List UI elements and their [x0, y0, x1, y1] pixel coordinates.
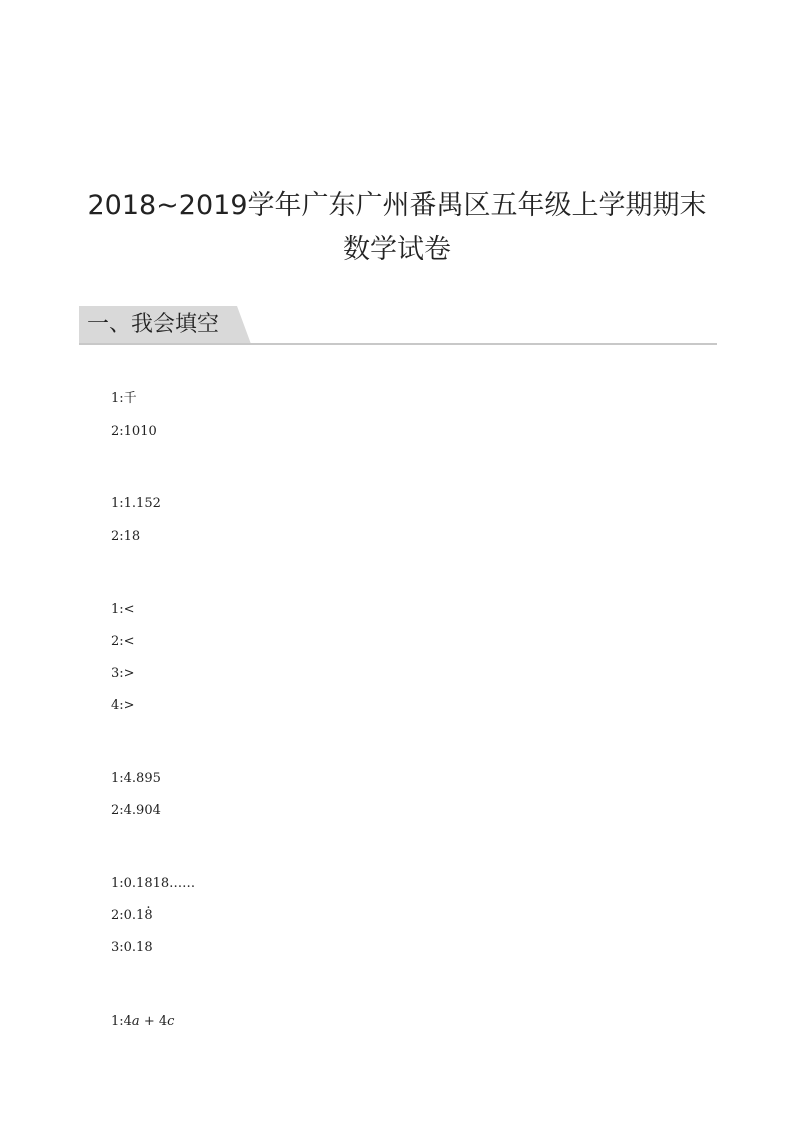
answer-text: 2:0.1 — [111, 908, 145, 923]
answer-line: 3:0.18 — [111, 940, 153, 955]
answer-line: 2:< — [111, 634, 135, 649]
answer-line: 2:1010 — [111, 424, 157, 439]
answer-line: 1:< — [111, 602, 135, 617]
answer-line-expression — [111, 1013, 174, 1031]
answer-line: 1:千 — [111, 391, 137, 406]
answer-line: 2:4.904 — [111, 803, 161, 818]
section-header — [79, 306, 717, 346]
answer-text: 1:4 — [111, 1014, 132, 1029]
answer-line: 2:18 — [111, 529, 141, 544]
answer-line: 1:1.152 — [111, 496, 161, 511]
title-line-2: 数学试卷 — [343, 234, 451, 265]
repeating-digit: . 8 — [144, 907, 152, 925]
answer-line-repeating-decimal — [111, 907, 153, 925]
variable: c — [167, 1014, 175, 1029]
section-divider — [79, 343, 717, 345]
title-line-1: 2018~2019学年广东广州番禺区五年级上学期期末 — [87, 190, 707, 221]
answer-line: 1:0.1818…… — [111, 876, 196, 891]
answer-line: 4:> — [111, 698, 135, 713]
variable: a — [131, 1014, 140, 1029]
answer-text: + 4 — [139, 1014, 168, 1029]
answer-line: 1:4.895 — [111, 771, 161, 786]
answer-line: 3:> — [111, 666, 135, 681]
section-title: 一、我会填空 — [87, 312, 220, 337]
page-title — [0, 184, 794, 272]
